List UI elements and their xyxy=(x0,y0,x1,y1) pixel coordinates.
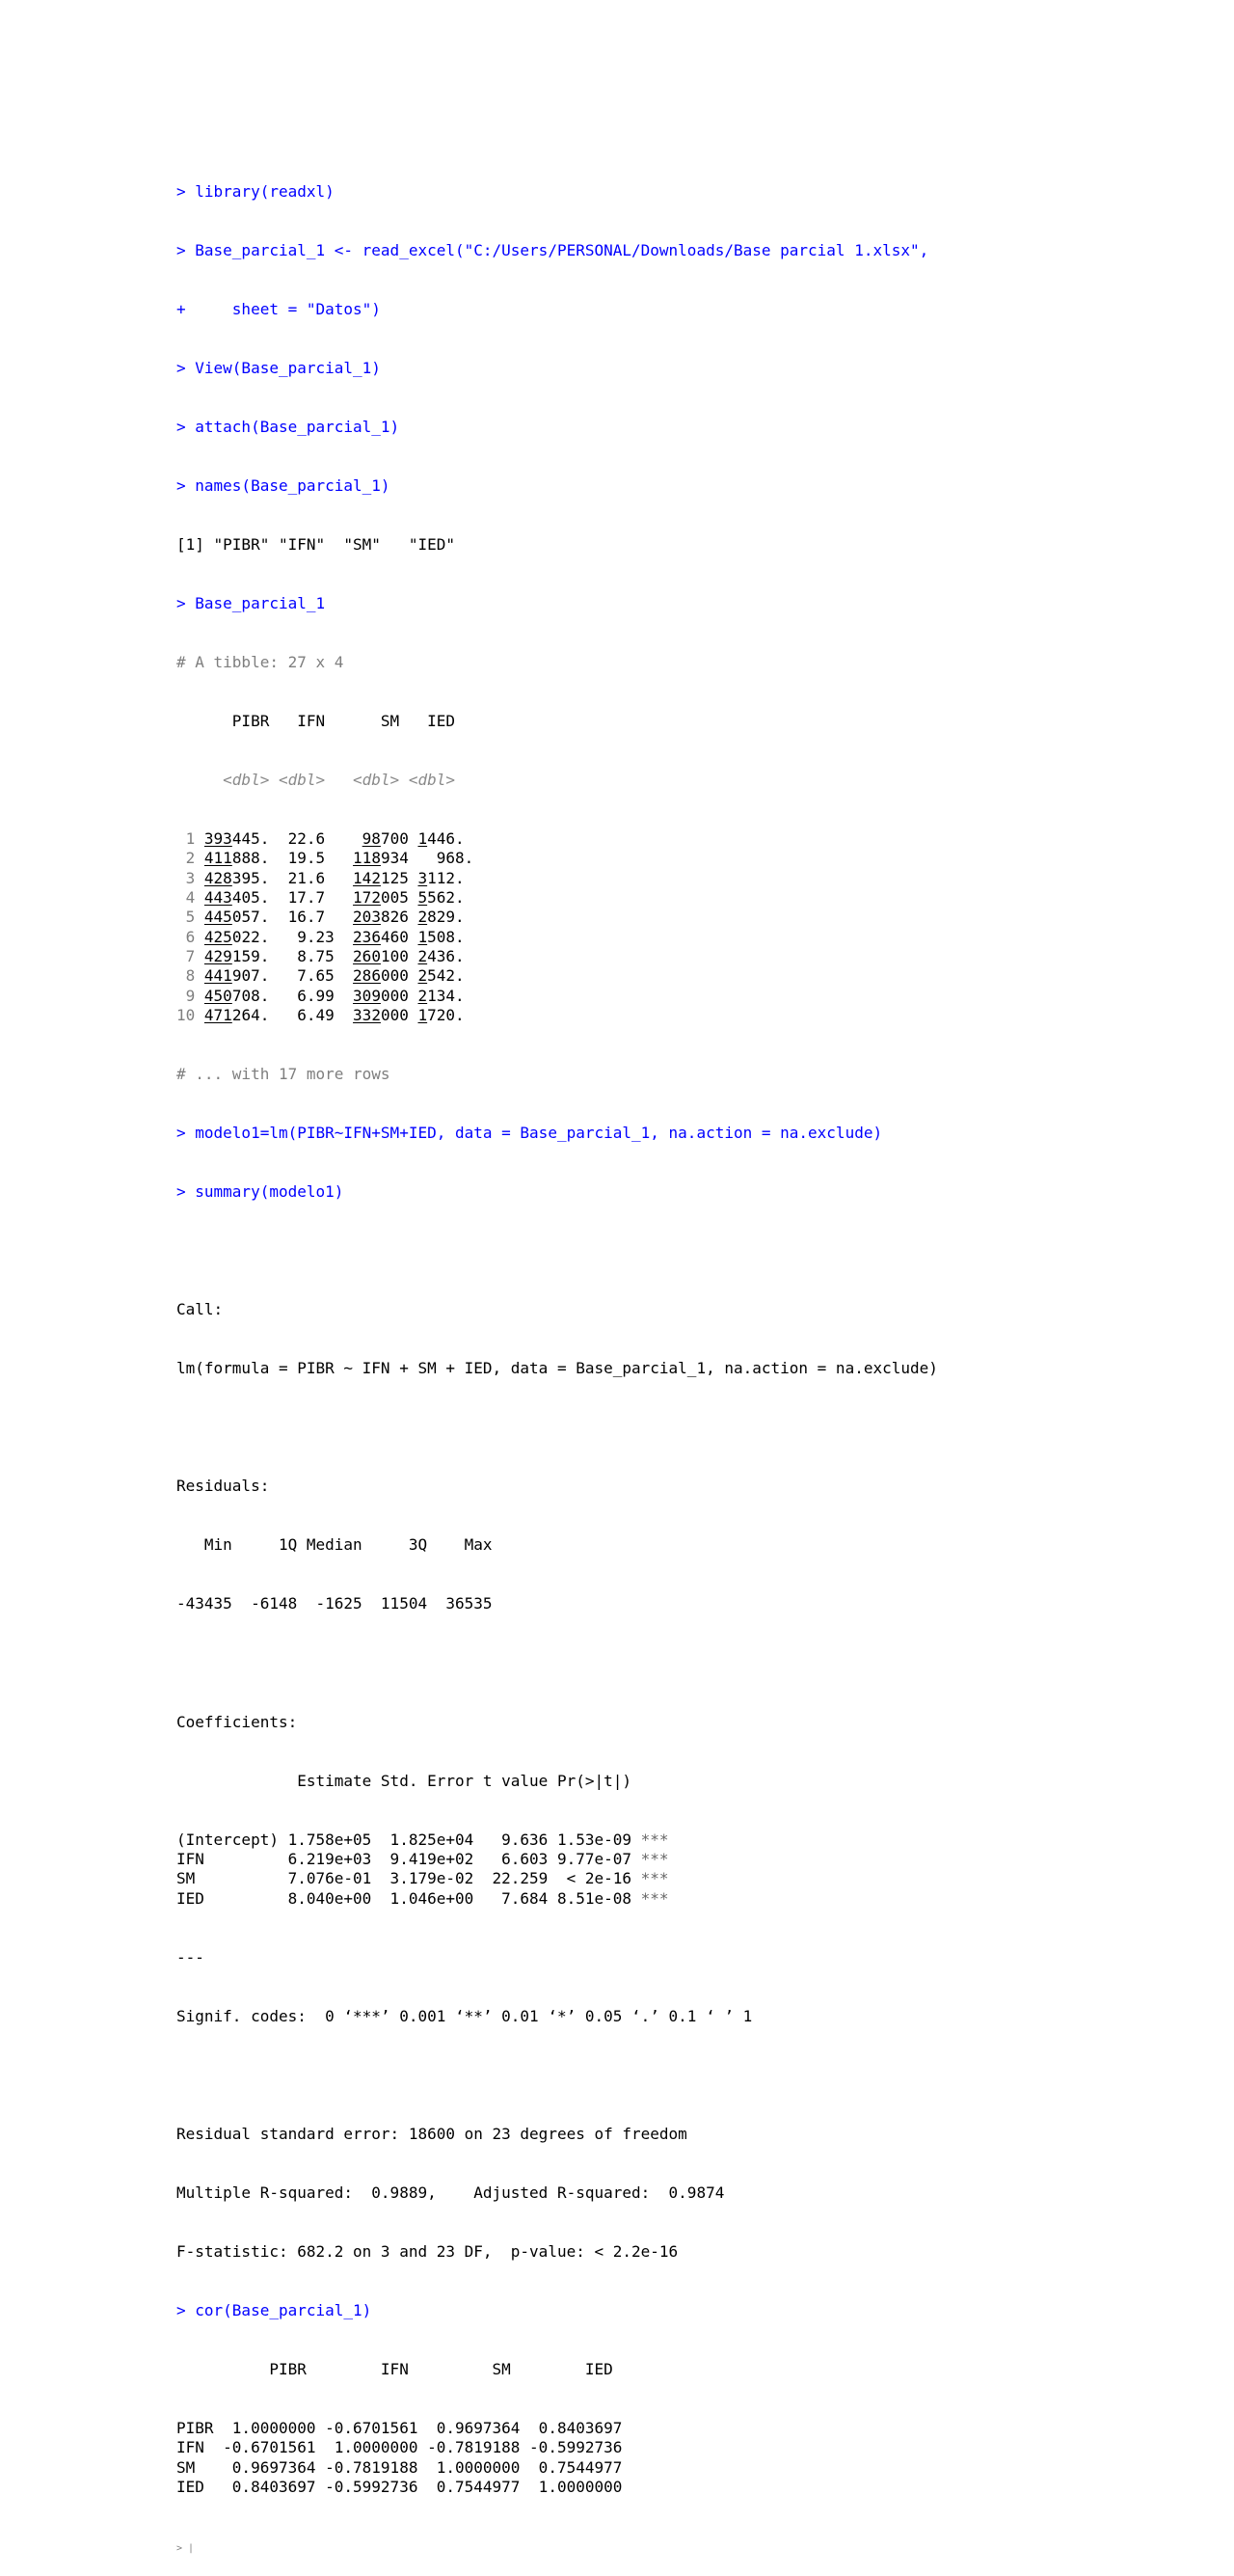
ied-value-lead: 1 xyxy=(417,1006,428,1025)
sm-value-lead: 286 xyxy=(353,966,381,986)
row-index: 2 xyxy=(176,849,196,868)
ifn-value: 17.7 xyxy=(269,888,354,908)
spacer xyxy=(195,869,204,887)
significance-stars: *** xyxy=(640,1849,669,1868)
spacer xyxy=(195,947,204,965)
pibr-value-rest: 445. xyxy=(231,829,270,849)
pibr-value-rest: 405. xyxy=(231,888,270,908)
sm-value-rest: 000 xyxy=(380,966,418,986)
command-line: > cor(Base_parcial_1) xyxy=(176,2300,372,2319)
coefficients-label: Coefficients: xyxy=(176,1712,298,1731)
pibr-value-rest: 159. xyxy=(231,947,270,966)
tibble-row xyxy=(176,908,938,927)
ied-value-rest: 134. xyxy=(427,986,465,1005)
tibble-rows xyxy=(176,829,938,1025)
tibble-header-comment: # A tibble: 27 x 4 xyxy=(176,652,344,671)
ied-value-lead: 1 xyxy=(417,927,428,946)
pibr-value-lead: 429 xyxy=(203,947,232,966)
spacer xyxy=(195,987,204,1005)
sm-value-lead: 203 xyxy=(353,908,381,927)
correlation-row: PIBR 1.0000000 -0.6701561 0.9697364 0.8403697 xyxy=(176,2418,623,2437)
ifn-value: 8.75 xyxy=(269,947,354,966)
pibr-value-lead: 411 xyxy=(203,849,232,868)
pibr-value-rest: 907. xyxy=(231,966,270,986)
significance-stars: *** xyxy=(640,1888,669,1908)
pibr-value-lead: 393 xyxy=(203,829,232,849)
correlation-row: SM 0.9697364 -0.7819188 1.0000000 0.7544977 xyxy=(176,2457,623,2477)
tibble-row xyxy=(176,947,938,966)
row-index: 3 xyxy=(176,868,196,887)
ied-value-rest: 446. xyxy=(427,829,465,849)
residuals-header: Min 1Q Median 3Q Max xyxy=(176,1535,502,1555)
significance-stars: *** xyxy=(640,1830,669,1849)
ied-value-rest: 436. xyxy=(427,947,465,966)
spacer xyxy=(195,1006,204,1024)
sm-value-lead: 142 xyxy=(353,868,381,887)
spacer xyxy=(195,908,204,926)
pibr-value-lead: 441 xyxy=(203,966,232,986)
tibble-row xyxy=(176,888,938,908)
pibr-value-lead: 425 xyxy=(203,927,232,946)
pibr-value-rest: 264. xyxy=(231,1006,270,1025)
pibr-value-lead: 450 xyxy=(203,986,232,1005)
pibr-value-lead: 443 xyxy=(203,888,232,908)
pibr-value-rest: 057. xyxy=(231,908,270,927)
ied-value-rest: 829. xyxy=(427,908,465,927)
ifn-value: 22.6 xyxy=(269,829,362,849)
console-prompt-cursor[interactable]: > | xyxy=(176,2542,195,2554)
r-console xyxy=(176,143,938,2576)
coefficients-rows xyxy=(176,1830,938,1909)
sm-value-rest: 125 xyxy=(380,868,418,887)
pibr-value-lead: 428 xyxy=(203,868,232,887)
command-line: > Base_parcial_1 xyxy=(176,593,326,612)
ifn-value: 16.7 xyxy=(269,908,354,927)
row-index: 10 xyxy=(176,1006,196,1025)
tibble-row xyxy=(176,829,938,849)
correlation-rows xyxy=(176,2419,938,2497)
ifn-value: 21.6 xyxy=(269,868,354,887)
correlation-header: PIBR IFN SM IED xyxy=(176,2359,613,2378)
sm-value-lead: 236 xyxy=(353,927,381,946)
command-line: > summary(modelo1) xyxy=(176,1182,344,1202)
residuals-label: Residuals: xyxy=(176,1477,270,1496)
sm-value-rest: 000 xyxy=(380,986,418,1005)
coefficient-row xyxy=(176,1850,938,1869)
f-statistic: F-statistic: 682.2 on 3 and 23 DF, p-value: < 2.2e-16 xyxy=(176,2241,679,2261)
sm-value-lead: 172 xyxy=(353,888,381,908)
command-line: > names(Base_parcial_1) xyxy=(176,475,390,495)
sm-value-lead: 118 xyxy=(353,849,381,868)
coefficient-values: IFN 6.219e+03 9.419e+02 6.603 9.77e-07 xyxy=(176,1849,641,1868)
tibble-row xyxy=(176,987,938,1006)
tibble-column-names: PIBR IFN SM IED xyxy=(176,711,455,730)
row-index: 4 xyxy=(176,888,196,908)
row-index: 5 xyxy=(176,908,196,927)
ied-value-rest: 508. xyxy=(427,927,465,946)
spacer xyxy=(195,849,204,867)
ifn-value: 7.65 xyxy=(269,966,354,986)
command-line: > modelo1=lm(PIBR~IFN+SM+IED, data = Base_parcial_1, na.action = na.exclude) xyxy=(176,1124,883,1143)
pibr-value-rest: 888. xyxy=(231,849,270,868)
ied-value-lead: 1 xyxy=(417,829,428,849)
command-line: > Base_parcial_1 <- read_excel("C:/Users/PERSONAL/Downloads/Base parcial 1.xlsx", xyxy=(176,240,929,259)
ied-value-lead: 2 xyxy=(417,947,428,966)
sm-value-rest: 005 xyxy=(380,888,418,908)
tibble-column-types: <dbl> <dbl> <dbl> <dbl> xyxy=(176,771,455,789)
ifn-value: 6.49 xyxy=(269,1006,354,1025)
ied-value-lead: 3 xyxy=(417,868,428,887)
spacer xyxy=(195,928,204,946)
row-index: 6 xyxy=(176,927,196,946)
sm-value-rest: 934 xyxy=(380,849,418,868)
signif-codes: Signif. codes: 0 ‘***’ 0.001 ‘**’ 0.01 ‘*’ 0.05 ‘.’ 0.1 ‘ ’ 1 xyxy=(176,2006,753,2025)
spacer xyxy=(195,888,204,907)
sm-value-rest: 000 xyxy=(380,1006,418,1025)
spacer xyxy=(195,966,204,985)
row-index: 7 xyxy=(176,947,196,966)
ied-value-rest: 542. xyxy=(427,966,465,986)
coefficient-values: IED 8.040e+00 1.046e+00 7.684 8.51e-08 xyxy=(176,1888,641,1908)
coefficient-row xyxy=(176,1869,938,1888)
sm-value-lead: 309 xyxy=(353,986,381,1005)
spacer xyxy=(195,829,204,848)
ied-value-rest: 562. xyxy=(427,888,465,908)
correlation-row: IFN -0.6701561 1.0000000 -0.7819188 -0.5992736 xyxy=(176,2438,623,2457)
command-line: > View(Base_parcial_1) xyxy=(176,358,381,377)
tibble-row xyxy=(176,966,938,986)
sm-value-rest: 826 xyxy=(380,908,418,927)
sm-value-lead: 260 xyxy=(353,947,381,966)
residual-standard-error: Residual standard error: 18600 on 23 degrees of freedom xyxy=(176,2124,687,2143)
pibr-value-rest: 022. xyxy=(231,927,270,946)
sm-value-rest: 700 xyxy=(380,829,418,849)
sm-value-rest: 460 xyxy=(380,927,418,946)
ied-value-lead: 5 xyxy=(417,888,428,908)
ifn-value: 6.99 xyxy=(269,986,354,1005)
tibble-row xyxy=(176,1006,938,1025)
ifn-value: 19.5 xyxy=(269,849,354,868)
coefficient-row xyxy=(176,1889,938,1909)
row-index: 9 xyxy=(176,986,196,1005)
row-index: 8 xyxy=(176,966,196,986)
sm-value-lead: 98 xyxy=(362,829,381,849)
residuals-values: -43435 -6148 -1625 11504 36535 xyxy=(176,1594,502,1613)
separator: --- xyxy=(176,1947,204,1966)
tibble-footer-comment: # ... with 17 more rows xyxy=(176,1065,390,1084)
tibble-row xyxy=(176,849,938,868)
row-index: 1 xyxy=(176,829,196,849)
significance-stars: *** xyxy=(640,1869,669,1888)
pibr-value-lead: 471 xyxy=(203,1006,232,1025)
tibble-row xyxy=(176,928,938,947)
tibble-row xyxy=(176,869,938,888)
coefficient-values: SM 7.076e-01 3.179e-02 22.259 < 2e-16 xyxy=(176,1869,641,1888)
names-output: [1] "PIBR" "IFN" "SM" "IED" xyxy=(176,534,455,554)
command-line: > attach(Base_parcial_1) xyxy=(176,417,400,436)
call-formula: lm(formula = PIBR ~ IFN + SM + IED, data = Base_parcial_1, na.action = na.exclude) xyxy=(176,1359,938,1378)
pibr-value-rest: 395. xyxy=(231,868,270,887)
r-squared: Multiple R-squared: 0.9889, Adjusted R-squared: 0.9874 xyxy=(176,2183,734,2202)
ied-value-rest: 720. xyxy=(427,1006,465,1025)
ied-value-lead: 2 xyxy=(417,966,428,986)
ied-value-rest: 968. xyxy=(417,849,474,868)
pibr-value-rest: 708. xyxy=(231,986,270,1005)
sm-value-lead: 332 xyxy=(353,1006,381,1025)
coefficient-row xyxy=(176,1830,938,1850)
coefficient-values: (Intercept) 1.758e+05 1.825e+04 9.636 1.53e-09 xyxy=(176,1830,641,1849)
correlation-row: IED 0.8403697 -0.5992736 0.7544977 1.0000000 xyxy=(176,2477,623,2496)
pibr-value-lead: 445 xyxy=(203,908,232,927)
ied-value-lead: 2 xyxy=(417,986,428,1005)
command-line: > library(readxl) xyxy=(176,181,335,201)
sm-value-rest: 100 xyxy=(380,947,418,966)
ifn-value: 9.23 xyxy=(269,927,354,946)
coefficients-header: Estimate Std. Error t value Pr(>|t|) xyxy=(176,1771,669,1790)
ied-value-lead: 2 xyxy=(417,908,428,927)
call-label: Call: xyxy=(176,1300,224,1319)
ied-value-rest: 112. xyxy=(427,868,465,887)
command-continuation: + sheet = "Datos") xyxy=(176,299,381,318)
